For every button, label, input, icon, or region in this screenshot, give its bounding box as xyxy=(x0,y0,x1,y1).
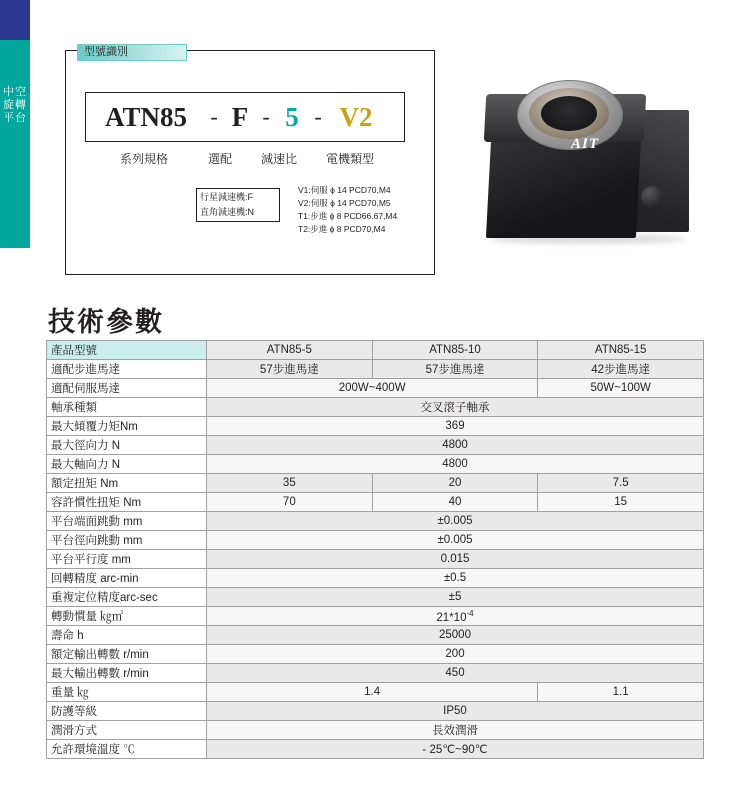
table-row xyxy=(47,512,704,531)
spec-row-label: 容許慣性扭矩 Nm xyxy=(47,493,207,512)
product-photo-knob xyxy=(641,186,663,208)
model-code-series: ATN85 xyxy=(104,101,187,132)
table-row xyxy=(47,398,704,417)
spec-row-value: 4800 xyxy=(207,436,704,455)
spec-table-header-col-1: ATN85-5 xyxy=(207,341,373,360)
page-title: 技術參數 xyxy=(48,307,164,337)
spec-row-label: 最大輸出轉數 r/min xyxy=(47,664,207,683)
table-row xyxy=(47,569,704,588)
side-tab-accent xyxy=(0,0,30,40)
spec-row-value: 交叉滾子軸承 xyxy=(207,398,704,417)
model-code-box xyxy=(85,92,405,142)
spec-row-value: 42步進馬達 xyxy=(538,360,704,379)
spec-row-value: $21*10^{-4}$ xyxy=(207,607,704,626)
spec-row-value: 25000 xyxy=(207,626,704,645)
spec-row-label: 平台端面跳動 mm xyxy=(47,512,207,531)
table-row xyxy=(47,379,704,398)
model-code-dash-1: - xyxy=(210,104,218,129)
model-code-motor: V2 xyxy=(339,101,373,132)
table-row xyxy=(47,626,704,645)
spec-row-label: 額定輸出轉數 r/min xyxy=(47,645,207,664)
spec-row-label: 適配步進馬達 xyxy=(47,360,207,379)
spec-row-value: - 25℃~90℃ xyxy=(207,740,704,759)
spec-row-label: 額定扭矩 Nm xyxy=(47,474,207,493)
spec-row-label: 允許環境溫度 ℃ xyxy=(47,740,207,759)
spec-row-value: 57步進馬達 xyxy=(207,360,373,379)
table-row xyxy=(47,702,704,721)
spec-table xyxy=(46,340,704,759)
spec-row-value: 7.5 xyxy=(538,474,704,493)
model-designation-title: 型號識別 xyxy=(77,44,187,61)
model-option-legend xyxy=(196,188,280,222)
model-label-ratio: 減速比 xyxy=(260,152,297,166)
model-code-ratio: 5 xyxy=(285,101,299,132)
spec-row-label: 平台平行度 mm xyxy=(47,550,207,569)
spec-row-value: 1.1 xyxy=(538,683,704,702)
table-row xyxy=(47,550,704,569)
spec-row-value: 200W~400W xyxy=(207,379,538,398)
spec-row-value: 15 xyxy=(538,493,704,512)
spec-table-header-col-2: ATN85-10 xyxy=(372,341,538,360)
side-tab-body xyxy=(0,40,30,248)
model-label-option: 選配 xyxy=(207,152,232,166)
spec-row-value: 0.015 xyxy=(207,550,704,569)
spec-row-value: ±0.005 xyxy=(207,531,704,550)
side-tab xyxy=(0,0,30,248)
model-option-legend-line: 直角減速機:N xyxy=(200,207,255,217)
product-photo-brand-label: AIT xyxy=(571,136,600,152)
model-motor-legend xyxy=(298,184,418,240)
spec-table-body xyxy=(47,360,704,759)
table-row xyxy=(47,607,704,626)
spec-table-header-label: 產品型號 xyxy=(47,341,207,360)
table-row xyxy=(47,645,704,664)
side-tab-label: 中空旋轉平台 xyxy=(3,86,27,124)
spec-row-value: 369 xyxy=(207,417,704,436)
table-row xyxy=(47,436,704,455)
model-label-motor: 電機類型 xyxy=(325,152,374,166)
table-row xyxy=(47,531,704,550)
spec-row-label: 回轉精度 arc-min xyxy=(47,569,207,588)
table-row xyxy=(47,360,704,379)
product-photo-hollow-bore xyxy=(541,96,597,131)
spec-row-label: 重量 ㎏ xyxy=(47,683,207,702)
spec-row-value: 1.4 xyxy=(207,683,538,702)
model-code-dash-2: - xyxy=(262,104,270,129)
spec-row-label: 潤滑方式 xyxy=(47,721,207,740)
spec-row-value: 40 xyxy=(372,493,538,512)
spec-row-value: 35 xyxy=(207,474,373,493)
spec-row-label: 平台徑向跳動 mm xyxy=(47,531,207,550)
spec-row-label: 適配伺服馬達 xyxy=(47,379,207,398)
spec-table-head xyxy=(47,341,704,360)
spec-row-value: ±5 xyxy=(207,588,704,607)
model-code-dash-3: - xyxy=(314,104,322,129)
spec-row-label: 最大傾覆力矩Nm xyxy=(47,417,207,436)
table-header-row xyxy=(47,341,704,360)
spec-row-label: 壽命 h xyxy=(47,626,207,645)
spec-row-label: 軸承種類 xyxy=(47,398,207,417)
spec-row-value: 200 xyxy=(207,645,704,664)
spec-row-value: 長效潤滑 xyxy=(207,721,704,740)
model-motor-legend-line: V2:伺服 ϕ 14 PCD70,M5 xyxy=(298,198,391,208)
product-photo xyxy=(455,58,710,268)
table-row xyxy=(47,493,704,512)
table-row xyxy=(47,455,704,474)
model-motor-legend-line: T2:步進 ϕ 8 PCD70,M4 xyxy=(298,224,386,234)
spec-row-value: 4800 xyxy=(207,455,704,474)
spec-row-label: 最大徑向力 N xyxy=(47,436,207,455)
spec-row-label: 防護等級 xyxy=(47,702,207,721)
model-label-series: 系列規格 xyxy=(119,152,168,166)
spec-row-value: 20 xyxy=(372,474,538,493)
spec-row-value: ±0.5 xyxy=(207,569,704,588)
spec-row-label: 轉動慣量 ㎏㎡ xyxy=(47,607,207,626)
spec-row-label: 重複定位精度arc-sec xyxy=(47,588,207,607)
spec-row-label: 最大軸向力 N xyxy=(47,455,207,474)
model-code-option: F xyxy=(231,101,249,132)
spec-row-value: 70 xyxy=(207,493,373,512)
spec-row-value: 50W~100W xyxy=(538,379,704,398)
table-row xyxy=(47,417,704,436)
spec-row-value: ±0.005 xyxy=(207,512,704,531)
table-row xyxy=(47,683,704,702)
table-row xyxy=(47,721,704,740)
spec-row-value: IP50 xyxy=(207,702,704,721)
spec-table-header-col-3: ATN85-15 xyxy=(538,341,704,360)
model-option-legend-line: 行星減速機:F xyxy=(200,192,253,202)
spec-row-value: 57步進馬達 xyxy=(372,360,538,379)
table-row xyxy=(47,588,704,607)
model-motor-legend-line: T1:步進 ϕ 8 PCD66.67,M4 xyxy=(298,211,398,221)
table-row xyxy=(47,740,704,759)
table-row xyxy=(47,474,704,493)
model-motor-legend-line: V1:伺服 ϕ 14 PCD70,M4 xyxy=(298,185,391,195)
spec-row-value: 450 xyxy=(207,664,704,683)
table-row xyxy=(47,664,704,683)
